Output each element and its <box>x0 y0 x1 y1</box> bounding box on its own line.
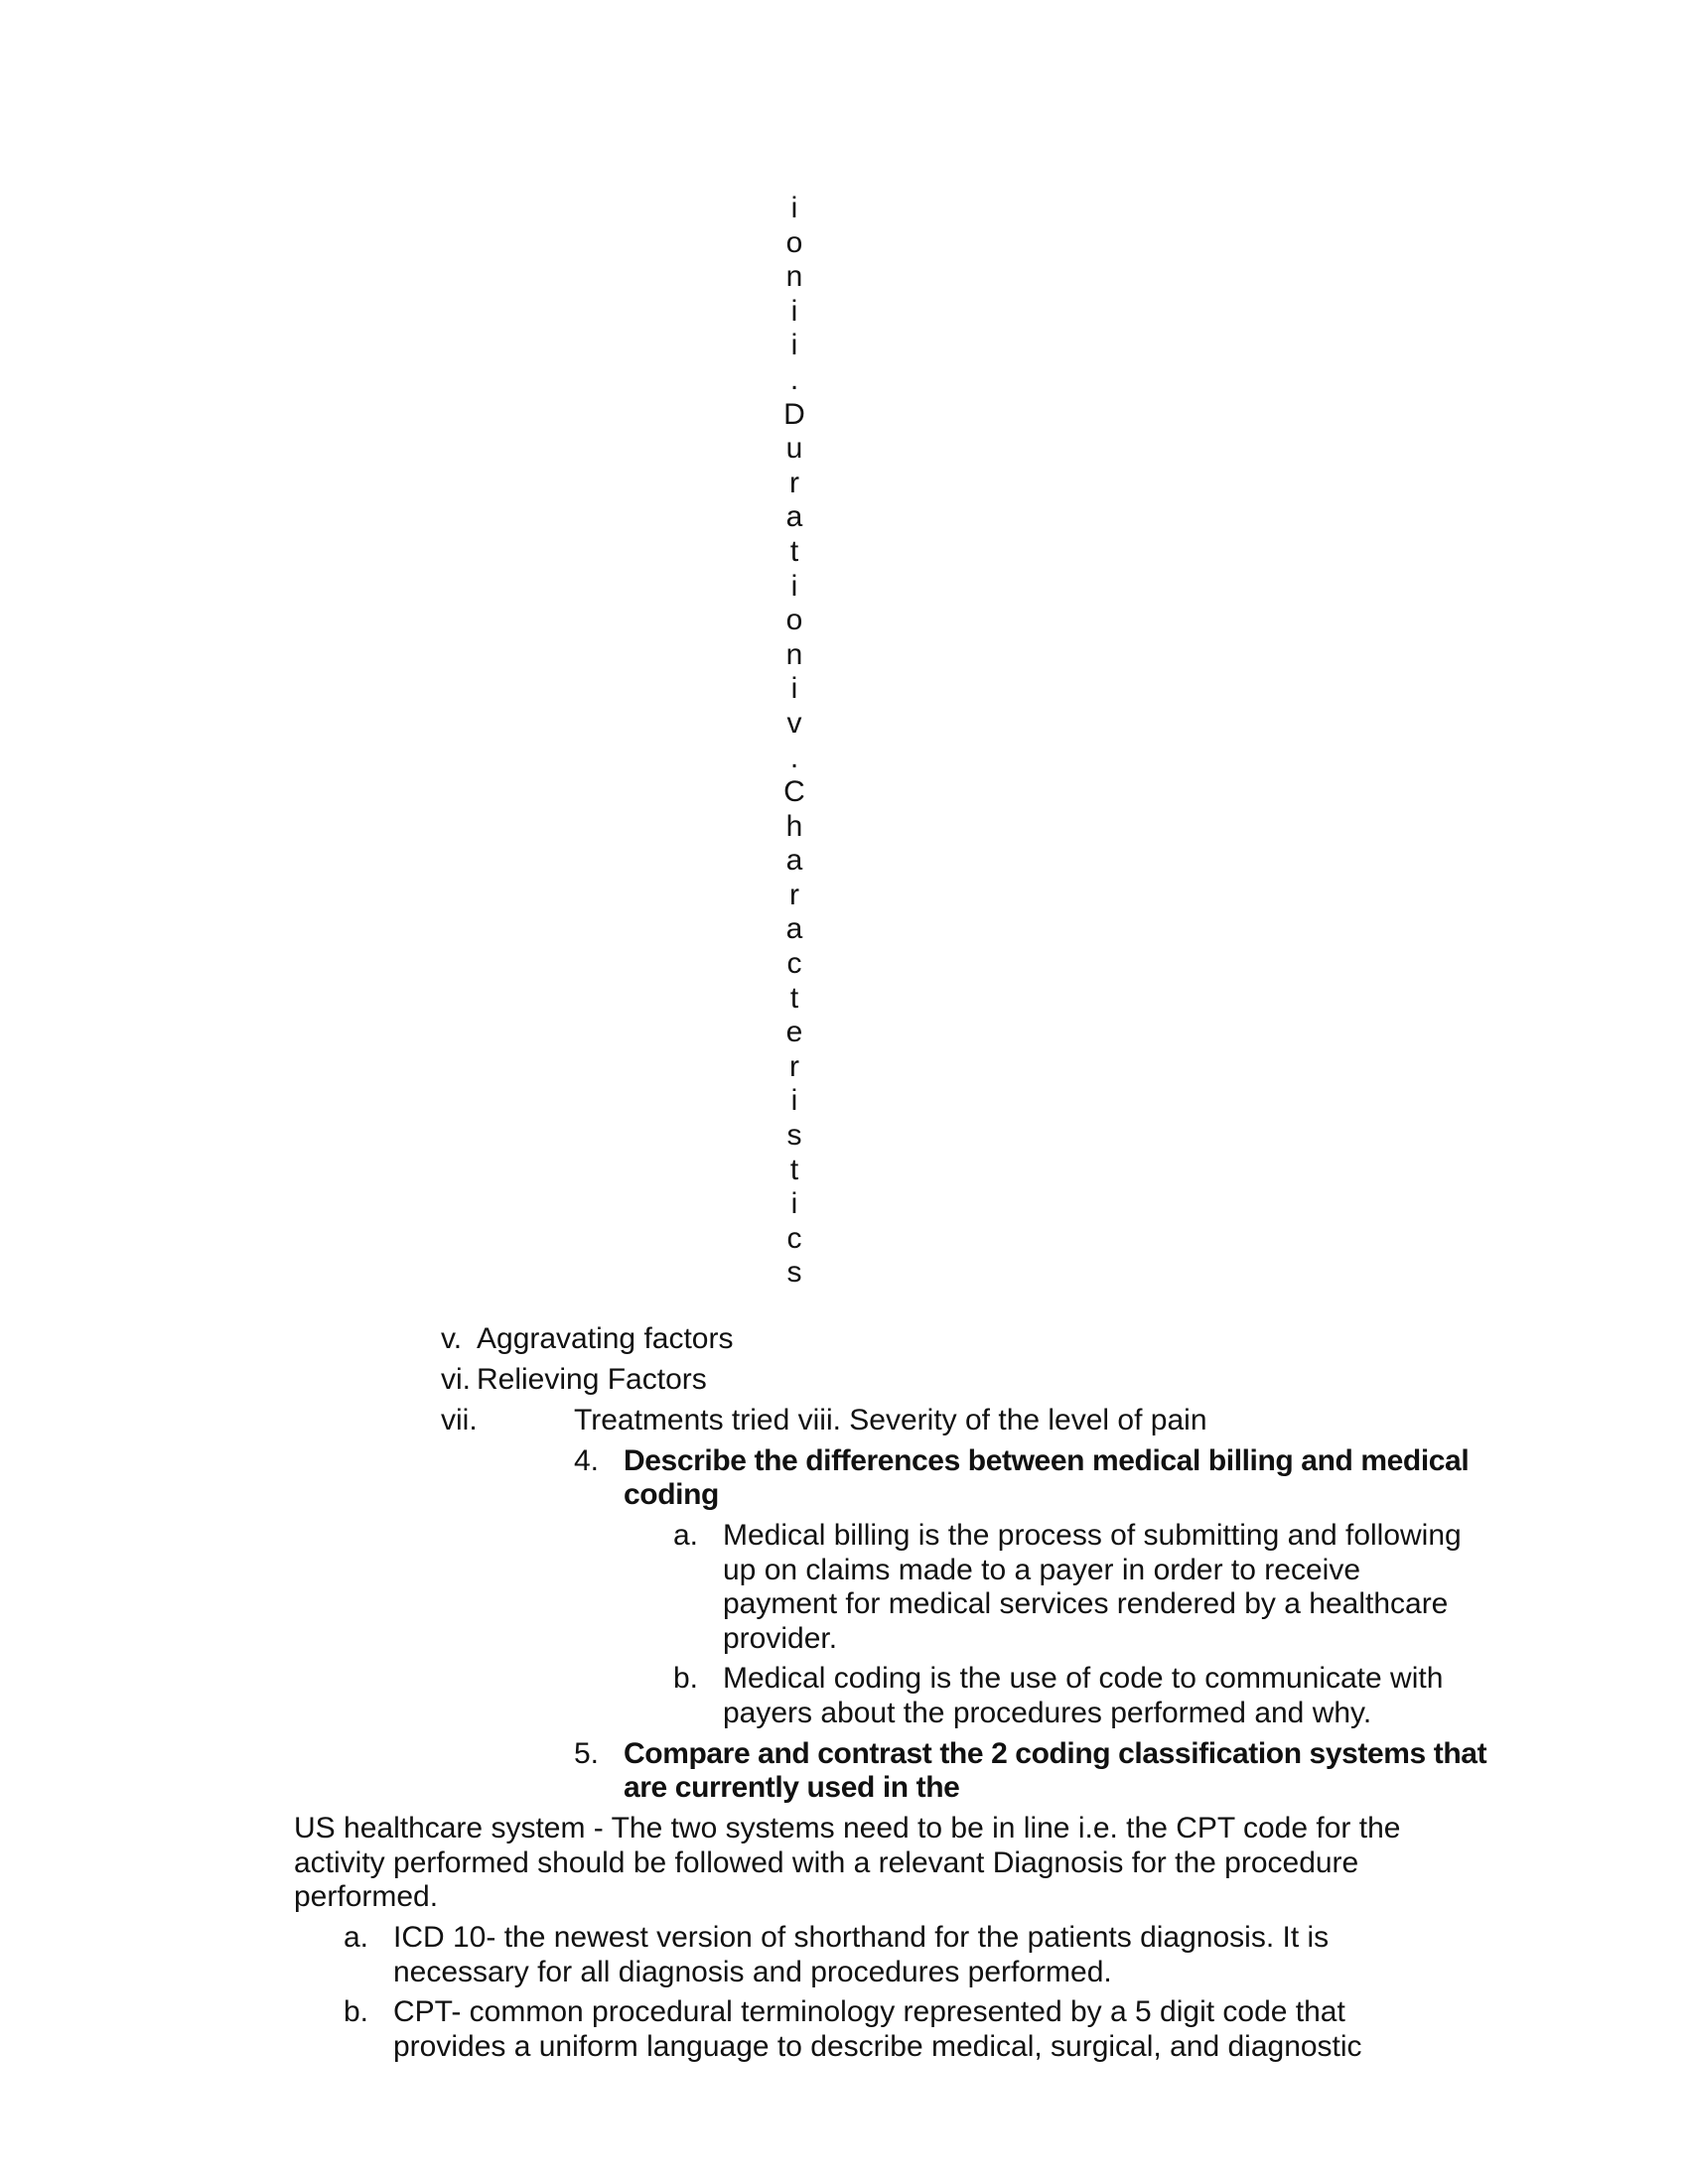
roman-item-relieving: Relieving Factors <box>477 1363 707 1396</box>
vertical-text-char: i <box>790 1084 798 1118</box>
vertical-text-char: r <box>789 466 799 499</box>
vertical-text-char: . <box>789 362 799 396</box>
answer-5b: CPT- common procedural terminology represented by a 5 digit code that provides a uniform language to describe medical, surgical, and diagnostic <box>393 1995 1362 2063</box>
vertical-text-char: a <box>785 912 803 946</box>
vertical-text-char: t <box>789 534 799 568</box>
roman-marker-vii: vii. <box>441 1404 478 1436</box>
vertical-text-char: t <box>789 1153 799 1186</box>
vertical-text-char: s <box>786 1119 802 1153</box>
roman-marker-v: v. <box>441 1322 463 1355</box>
vertical-text-char: v <box>786 706 802 740</box>
vertical-text-char: a <box>785 500 803 534</box>
question-5-paragraph: US healthcare system - The two systems need to be in line i.e. the CPT code for the activity performed should be followed with a relevant Diagnosis for the procedure performed. <box>294 1812 1401 1913</box>
vertical-text-char: D <box>783 397 805 431</box>
vertical-text-char: t <box>789 981 799 1015</box>
vertical-text-char: i <box>790 569 798 603</box>
vertical-text-char: o <box>785 604 803 637</box>
vertical-text-column <box>780 192 808 1291</box>
vertical-text-char: c <box>786 1221 802 1255</box>
vertical-text-char: n <box>785 637 803 671</box>
vertical-text-char: e <box>785 1016 803 1049</box>
vertical-text-char: i <box>790 1187 798 1221</box>
question-5-heading-cont: are currently used in the <box>624 1771 960 1804</box>
question-5-number: 5. <box>574 1737 600 1770</box>
answer-5a: ICD 10- the newest version of shorthand for the patients diagnosis. It is necessary for all diagnosis and procedures performed. <box>393 1921 1330 1988</box>
vertical-text-char: i <box>790 672 798 706</box>
question-4-heading-cont: coding <box>624 1478 719 1511</box>
question-5-heading: Compare and contrast the 2 coding classification systems that <box>624 1737 1487 1770</box>
question-4-heading: Describe the differences between medical billing and medical <box>624 1444 1470 1477</box>
roman-item-aggravating: Aggravating factors <box>477 1322 734 1355</box>
vertical-text-char: s <box>786 1256 802 1290</box>
vertical-text-char: n <box>785 260 803 294</box>
roman-marker-vi: vi. <box>441 1363 471 1396</box>
vertical-text-char: r <box>789 1049 799 1083</box>
vertical-text-char: a <box>785 844 803 878</box>
vertical-text-char: h <box>785 809 803 843</box>
answer-4a: Medical billing is the process of submitting and following up on claims made to a payer in order to receive payment for medical services rendered by a healthcare provider. <box>723 1519 1462 1655</box>
vertical-text-char: i <box>790 329 798 362</box>
vertical-text-char: . <box>789 741 799 774</box>
vertical-text-char: r <box>789 878 799 911</box>
question-4-number: 4. <box>574 1444 600 1477</box>
answer-5b-marker: b. <box>344 1995 369 2028</box>
vertical-text-char: u <box>785 432 803 466</box>
answer-4b: Medical coding is the use of code to communicate with payers about the procedures performed and why. <box>723 1662 1444 1729</box>
answer-4b-marker: b. <box>673 1662 699 1695</box>
vertical-text-char: c <box>786 947 802 981</box>
vertical-text-char: i <box>790 192 798 224</box>
vertical-text-char: i <box>790 294 798 328</box>
roman-item-treatments: Treatments tried viii. Severity of the level of pain <box>574 1404 1207 1436</box>
vertical-text-char: C <box>783 775 805 809</box>
vertical-text-char: o <box>785 225 803 259</box>
answer-4a-marker: a. <box>673 1519 699 1552</box>
answer-5a-marker: a. <box>344 1921 369 1954</box>
